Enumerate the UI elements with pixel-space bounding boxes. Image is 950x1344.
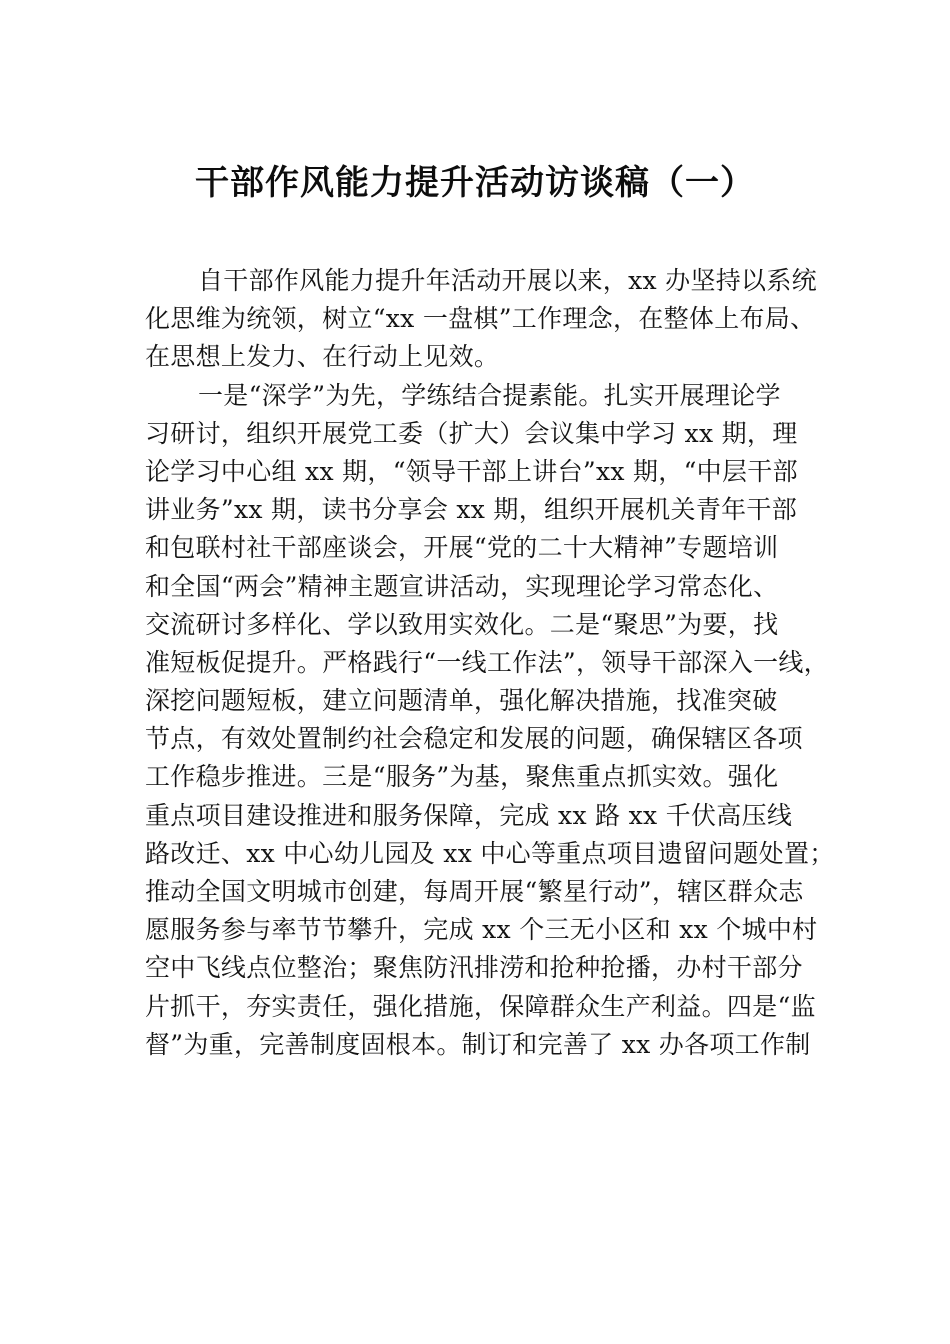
paragraph-1-line: 自干部作风能力提升年活动开展以来，xx 办坚持以系统 bbox=[198, 266, 817, 295]
document-title: 干部作风能力提升活动访谈稿（一） bbox=[195, 163, 755, 203]
paragraph-1-line: 在思想上发力、在行动上见效。 bbox=[145, 342, 500, 372]
paragraph-2-line: 论学习中心组 xx 期，“领导干部上讲台”xx 期，“中层干部 bbox=[145, 456, 798, 486]
paragraph-2-line: 路改迁、xx 中心幼儿园及 xx 中心等重点项目遗留问题处置； bbox=[145, 838, 835, 868]
paragraph-2-line: 片抓干，夯实责任，强化措施，保障群众生产利益。四是“监 bbox=[145, 991, 816, 1021]
paragraph-2-line: 习研讨，组织开展党工委（扩大）会议集中学习 xx 期，理 bbox=[145, 418, 798, 448]
paragraph-1-line: 化思维为统领，树立“xx 一盘棋”工作理念，在整体上布局、 bbox=[145, 304, 816, 334]
paragraph-2-line: 节点，有效处置制约社会稳定和发展的问题，确保辖区各项 bbox=[145, 724, 803, 754]
paragraph-2-line: 督”为重，完善制度固根本。制订和完善了 xx 办各项工作制 bbox=[145, 1029, 811, 1059]
document-body bbox=[145, 262, 835, 1064]
paragraph-2-line: 愿服务参与率节节攀升，完成 xx 个三无小区和 xx 个城中村 bbox=[145, 915, 818, 945]
paragraph-2-line: 深挖问题短板，建立问题清单，强化解决措施，找准突破 bbox=[145, 686, 778, 716]
paragraph-2-line: 一是“深学”为先，学练结合提素能。扎实开展理论学 bbox=[198, 380, 781, 410]
paragraph-2-line: 工作稳步推进。三是“服务”为基，聚焦重点抓实效。强化 bbox=[145, 762, 779, 792]
paragraph-2-line: 交流研讨多样化、学以致用实效化。二是“聚思”为要，找 bbox=[145, 609, 779, 639]
paragraph-2-line: 准短板促提升。严格践行“一线工作法”，领导干部深入一线， bbox=[145, 647, 829, 677]
paragraph-2-line: 推动全国文明城市创建，每周开展“繁星行动”，辖区群众志 bbox=[145, 877, 804, 906]
paragraph-2-line: 讲业务”xx 期，读书分享会 xx 期，组织开展机关青年干部 bbox=[145, 495, 798, 525]
paragraph-2-line: 空中飞线点位整治；聚焦防汛排涝和抢种抢播，办村干部分 bbox=[145, 953, 803, 983]
paragraph-2-line: 和全国“两会”精神主题宣讲活动，实现理论学习常态化、 bbox=[145, 571, 779, 601]
paragraph-2-line: 和包联村社干部座谈会，开展“党的二十大精神”专题培训 bbox=[145, 533, 779, 563]
paragraph-2-line: 重点项目建设推进和服务保障，完成 xx 路 xx 千伏高压线 bbox=[145, 800, 793, 830]
